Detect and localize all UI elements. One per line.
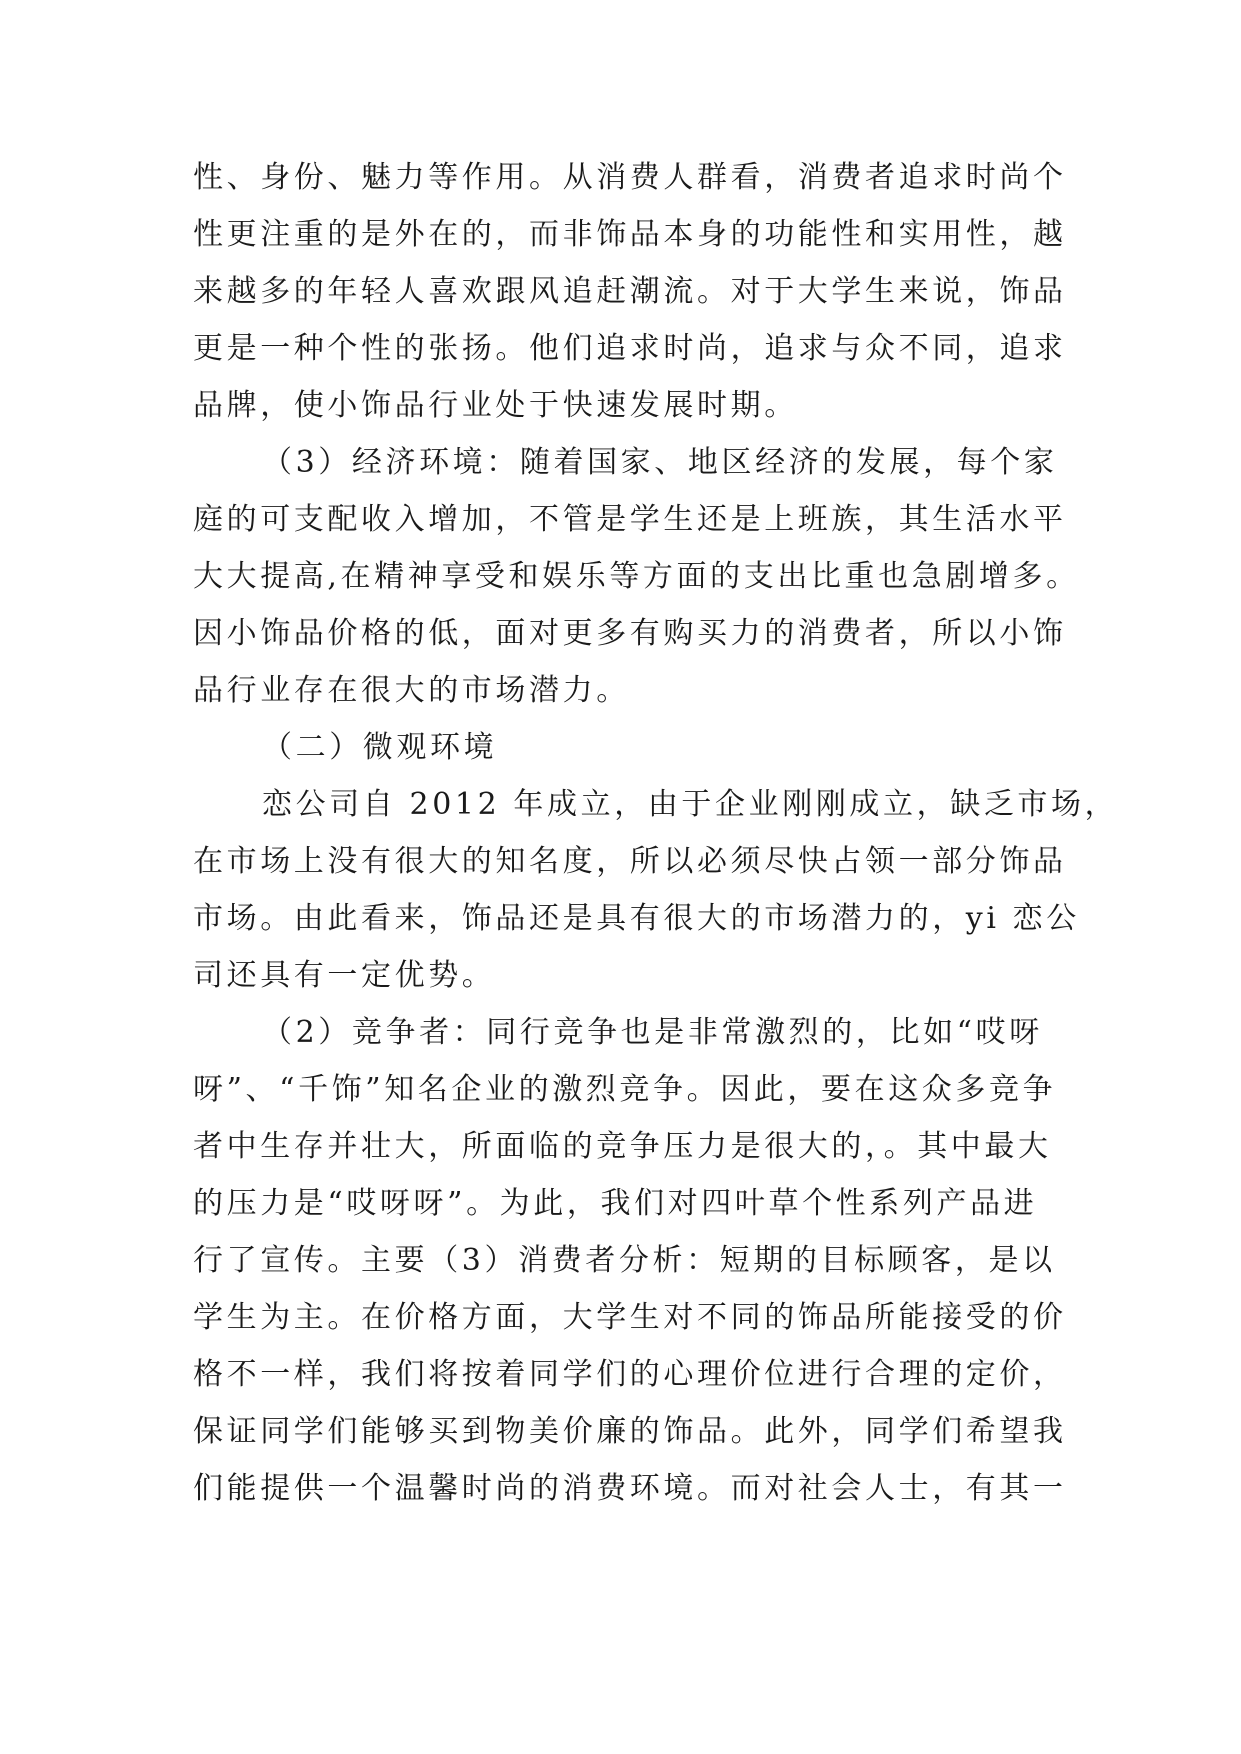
text-line: 品牌，使小饰品行业处于快速发展时期。 <box>193 388 798 423</box>
text-line: 在市场上没有很大的知名度，所以必须尽快占领一部分饰品 <box>193 844 1067 879</box>
paragraph-start-line: （2）竞争者：同行竞争也是非常激烈的，比如“哎呀 <box>262 1015 1043 1050</box>
text-line: 的压力是“哎呀呀”。为此，我们对四叶草个性系列产品进 <box>193 1186 1038 1221</box>
section-heading: （二）微观环境 <box>262 730 498 765</box>
text-line: 大大提高,在精神享受和娱乐等方面的支出比重也急剧增多。 <box>193 559 1080 594</box>
text-line: 性、身份、魅力等作用。从消费人群看，消费者追求时尚个 <box>193 160 1067 195</box>
text-line: 品行业存在很大的市场潜力。 <box>193 673 630 708</box>
paragraph-start-line: （3）经济环境：随着国家、地区经济的发展，每个家 <box>262 445 1058 480</box>
text-line: 呀”、“千饰”知名企业的激烈竞争。因此，要在这众多竞争 <box>193 1072 1057 1107</box>
text-line: 们能提供一个温馨时尚的消费环境。而对社会人士，有其一 <box>193 1471 1067 1506</box>
text-line: 格不一样，我们将按着同学们的心理价位进行合理的定价， <box>193 1357 1067 1392</box>
text-line: 因小饰品价格的低，面对更多有购买力的消费者，所以小饰 <box>193 616 1067 651</box>
text-line: 行了宣传。主要（3）消费者分析：短期的目标顾客，是以 <box>193 1243 1056 1278</box>
paragraph-start-line: 恋公司自 2012 年成立，由于企业刚刚成立，缺乏市场， <box>262 787 1119 822</box>
text-line: 性更注重的是外在的，而非饰品本身的功能性和实用性，越 <box>193 217 1067 252</box>
text-line: 司还具有一定优势。 <box>193 958 496 993</box>
text-line: 学生为主。在价格方面，大学生对不同的饰品所能接受的价 <box>193 1300 1067 1335</box>
text-line: 庭的可支配收入增加，不管是学生还是上班族，其生活水平 <box>193 502 1067 537</box>
text-line: 市场。由此看来，饰品还是具有很大的市场潜力的，yi 恋公 <box>193 901 1080 936</box>
text-line: 更是一种个性的张扬。他们追求时尚，追求与众不同，追求 <box>193 331 1067 366</box>
text-line: 者中生存并壮大，所面临的竞争压力是很大的，。其中最大 <box>193 1129 1052 1164</box>
text-line: 来越多的年轻人喜欢跟风追赶潮流。对于大学生来说，饰品 <box>193 274 1067 309</box>
text-line: 保证同学们能够买到物美价廉的饰品。此外，同学们希望我 <box>193 1414 1067 1449</box>
